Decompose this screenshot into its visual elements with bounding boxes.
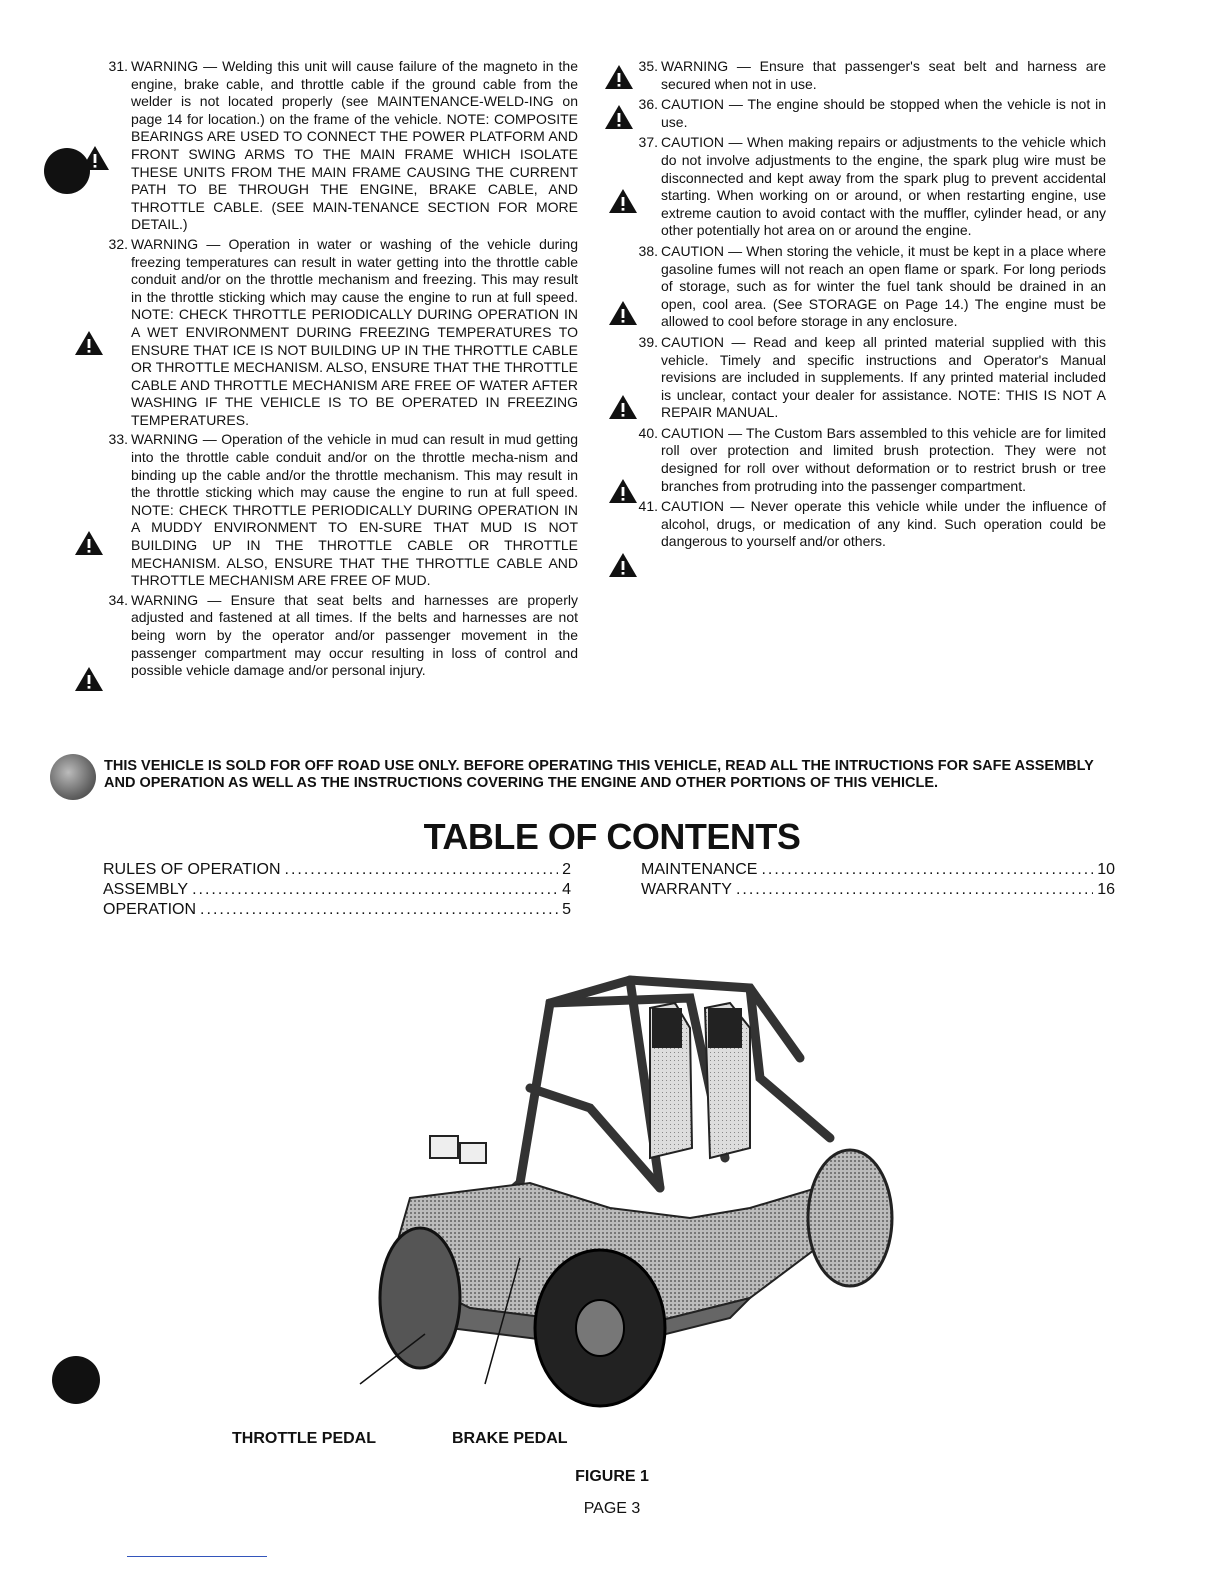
toc-entry[interactable] [103,860,571,880]
toc-entry[interactable] [641,860,1115,880]
toc-entry-label: MAINTENANCE [641,861,758,878]
warning-triangle-icon [608,188,638,214]
list-item [630,425,1106,495]
right-column [630,58,1106,552]
list-item [630,58,1106,93]
notice-bullet-icon [50,754,96,800]
item-number: 41. [638,498,658,515]
warning-triangle-icon [608,394,638,420]
item-number: 34. [108,591,128,608]
list-item [100,58,578,234]
list-item [630,498,1106,551]
list-item [100,592,578,680]
warning-triangle-icon [604,104,634,130]
item-text: WARNING — Ensure that passenger's seat belt and harness are secured when not in use. [661,58,1106,92]
toc-entry-label: RULES OF OPERATION [103,861,281,878]
off-road-notice: THIS VEHICLE IS SOLD FOR OFF ROAD USE ONLY. BEFORE OPERATING THIS VEHICLE, READ ALL THE INTRUCTIONS FOR SAFE ASSEMBLY AND OPERATION AS WELL AS THE INSTRUCTIONS COVERING THE ENGINE AND OTHER PORTIONS OF THIS VEHICLE. [104,758,1094,791]
page-number: PAGE 3 [583,1500,641,1517]
toc-title: TABLE OF CONTENTS [423,816,801,857]
footer-rule [127,1556,267,1557]
throttle-pedal-label: THROTTLE PEDAL [232,1430,376,1447]
item-number: 33. [108,431,128,448]
item-text: CAUTION — Read and keep all printed material supplied with this vehicle. Timely and specific instructions and Operator's Manual revisions are included in supplements. If any printed material included is unclear, contact your dealer for assistance. NOTE: THIS IS NOT A REPAIR MANUAL. [661,333,1106,421]
item-text: WARNING — Welding this unit will cause failure of the magneto in the engine, brake cable, and throttle cable if the ground cable from the welder is not located properly (see MAINTENANCE-WELD-ING on page 14 for location.) on the frame of the vehicle. NOTE: COMPOSITE BEARINGS ARE USED TO CONNECT THE POWER PLATFORM AND FRONT SWING ARMS TO THE MAIN FRAME WHICH ISOLATE THESE UNITS FROM THE MAIN FRAME CAUSING THE CURRENT PATH TO BE THROUGH THE ENGINE, BRAKE CABLE, AND THROTTLE CABLE. (SEE MAIN-TENANCE SECTION FOR MORE DETAIL.) [131,58,578,233]
toc-leader [736,880,1093,900]
toc-leader [761,860,1093,880]
warning-triangle-icon [80,145,110,171]
toc-entry[interactable] [641,880,1115,900]
toc-entry-label: ASSEMBLY [103,881,189,898]
item-number: 32. [108,235,128,252]
warning-triangle-icon [604,64,634,90]
item-number: 38. [638,242,658,259]
warning-triangle-icon [74,530,104,556]
toc-entry-label: WARRANTY [641,881,732,898]
item-text: CAUTION — The engine should be stopped when the vehicle is not in use. [661,96,1106,130]
item-text: CAUTION — The Custom Bars assembled to this vehicle are for limited roll over protection and limited brush protection. They were not designed for roll over without deformation or to restrict brush or tree branches from protruding into the passenger compartment. [661,424,1106,494]
item-number: 37. [638,134,658,151]
list-item [630,96,1106,131]
item-number: 39. [638,333,658,350]
list-item [630,243,1106,331]
item-number: 40. [638,424,658,441]
figure-caption: FIGURE 1 [575,1468,649,1485]
item-number: 35. [638,58,658,74]
item-text: WARNING — Operation in water or washing of the vehicle during freezing temperatures can result in water getting into the throttle cable conduit and/or on the throttle mechanism and freezing. This may result in the throttle sticking which may cause the engine to run at full speed. NOTE: CHECK THROTTLE PERIODICALLY DURING OPERATION IN A WET ENVIRONMENT DURING FREEZING TEMPERATURES TO ENSURE THAT ICE IS NOT BUILDING UP IN THE THROTTLE CABLE OR THROTTLE MECHANISM. ALSO, ENSURE THAT THE THROTTLE CABLE AND THROTTLE MECHANISM ARE FREE OF WATER AFTER WASHING IF THE VEHICLE IS TO BE OPERATED IN FREEZING TEMPERATURES. [131,235,578,428]
item-number: 36. [638,96,658,113]
item-text: WARNING — Operation of the vehicle in mud can result in mud getting into the throttle cable conduit and/or on the throttle mecha-nism and binding up the cable and/or the throttle mechanism. This may result in the throttle sticking which may cause the engine to run at full speed. NOTE: CHECK THROTTLE PERIODICALLY DURING OPERATION IN A MUDDY ENVIRONMENT TO EN-SURE THAT MUD IS NOT BUILDING UP IN THE THROTTLE CABLE OR THROTTLE MECHANISM. ALSO, ENSURE THAT THE THROTTLE CABLE AND THROTTLE MECHANISM ARE FREE OF MUD. [131,431,578,589]
warning-triangle-icon [608,552,638,578]
warning-triangle-icon [608,300,638,326]
buggy-figure-illustration [330,968,930,1408]
brake-pedal-label: BRAKE PEDAL [452,1430,568,1447]
toc-leader [192,880,558,900]
left-column [100,58,578,681]
warning-triangle-icon [74,666,104,692]
item-text: CAUTION — When making repairs or adjustments to the vehicle which do not involve adjustments to the engine, the spark plug wire must be disconnected and kept away from the spark plug to prevent accidental starting. When working on or around, or when restarting engine, use extreme caution to avoid contact with the muffler, cylinder head, or any other potentially hot area on or around the engine. [661,134,1106,239]
toc-entry-page: 2 [562,861,571,878]
toc-entry-page: 4 [562,881,571,898]
toc-left-column [103,860,571,920]
toc-entry-page: 10 [1097,861,1115,878]
toc-entry[interactable] [103,880,571,900]
list-item [630,134,1106,240]
list-item [100,236,578,430]
warning-triangle-icon [74,330,104,356]
toc-leader [200,900,558,920]
toc-entry-page: 5 [562,901,571,918]
item-text: CAUTION — Never operate this vehicle while under the influence of alcohol, drugs, or medication of any kind. Such operation could be dangerous to yourself and/or others. [661,498,1106,550]
toc-leader [285,860,559,880]
item-text: WARNING — Ensure that seat belts and harnesses are properly adjusted and fastened at all times. If the belts and harnesses are not being worn by the operator and/or passenger movement in the passenger compartment may occur resulting in loss of control and possible vehicle damage and/or personal injury. [131,591,578,679]
item-number: 31. [108,58,128,74]
list-item [100,431,578,589]
toc-entry-page: 16 [1097,881,1115,898]
binder-hole-bottom [52,1356,100,1404]
warning-triangle-icon [608,478,638,504]
toc-entry[interactable] [103,900,571,920]
toc-right-column [641,860,1115,900]
item-text: CAUTION — When storing the vehicle, it must be kept in a place where gasoline fumes will not reach an open flame or spark. For long periods of storage, such as for winter the fuel tank should be drained in an open, cool area. (See STORAGE on Page 14.) The engine must be allowed to cool before storage in any enclosure. [661,242,1106,330]
toc-entry-label: OPERATION [103,901,197,918]
list-item [630,334,1106,422]
